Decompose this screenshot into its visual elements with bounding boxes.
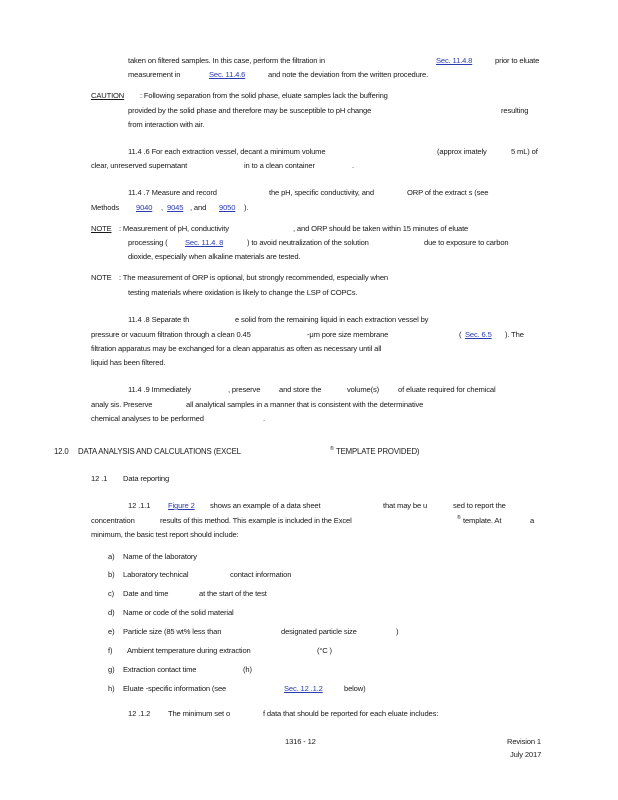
section-link[interactable]: Sec. 11.4.6	[209, 70, 246, 79]
list-item: Name or code of the solid material	[123, 608, 234, 617]
text-line: of eluate required for chemical	[398, 385, 496, 394]
text-line: 11.4 .8 Separate th	[128, 315, 190, 324]
list-item: Particle size (85 wt% less than	[123, 627, 222, 636]
text-line: , preserve	[228, 385, 261, 394]
text-line: dioxide, especially when alkaline materials are tested.	[128, 252, 301, 261]
list-item: Eluate -specific information (see	[123, 684, 227, 693]
text-line: ,	[161, 203, 163, 212]
section-number: 12.0	[54, 447, 69, 456]
text-line: liquid has been filtered.	[91, 358, 166, 367]
revision-date: July 2017	[510, 750, 542, 759]
subsection-number: 12 .1	[91, 474, 108, 483]
method-link-9040[interactable]: 9040	[136, 203, 153, 212]
text-line: ) to avoid neutralization of the solution	[247, 238, 369, 247]
registered-mark: ®	[457, 515, 461, 521]
page-number: 1316 - 12	[285, 737, 316, 746]
list-item: Laboratory technical	[123, 570, 189, 579]
text-line: chemical analyses to be performed	[91, 414, 204, 423]
text-line: results of this method. This example is included in the Excel	[160, 516, 352, 525]
text-line: .	[263, 414, 265, 423]
text-line: Methods	[91, 203, 120, 212]
text-line: analy sis. Preserve	[91, 400, 153, 409]
method-link-9050[interactable]: 9050	[219, 203, 236, 212]
text-line: 5 mL) of	[511, 147, 538, 156]
text-line: e solid from the remaining liquid in each extraction vessel by	[235, 315, 429, 324]
text-line: , and ORP should be taken within 15 minutes of eluate	[293, 224, 469, 233]
text-line: sed to report the	[453, 501, 506, 510]
figure-link[interactable]: Figure 2	[168, 501, 195, 510]
section-link[interactable]: Sec. 12 .1.2	[284, 684, 323, 693]
text-line: 11.4 .9 Immediately	[128, 385, 191, 394]
text-line: The minimum set o	[168, 709, 231, 718]
text-line: due to exposure to carbon	[424, 238, 509, 247]
text-line: measurement in	[128, 70, 181, 79]
list-marker: g)	[108, 665, 115, 674]
list-marker: b)	[108, 570, 115, 579]
text-line: testing materials where oxidation is likely to change the LSP of COPCs.	[128, 288, 358, 297]
list-item: contact information	[230, 570, 292, 579]
revision-label: Revision 1	[507, 737, 541, 746]
text-line: shows an example of a data sheet	[210, 501, 321, 510]
list-item: Name of the laboratory	[123, 552, 197, 561]
registered-mark: ®	[330, 446, 334, 452]
text-line: ).	[244, 203, 249, 212]
section-link[interactable]: Sec. 11.4.8	[436, 56, 473, 65]
list-marker: f)	[108, 646, 113, 655]
list-item: (°C )	[317, 646, 332, 655]
list-item: below)	[344, 684, 366, 693]
text-line: : Following separation from the solid phase, eluate samples lack the buffering	[140, 91, 388, 100]
text-line: : Measurement of pH, conductivity	[119, 224, 229, 233]
text-line: pressure or vacuum filtration through a clean 0.45	[91, 330, 251, 339]
text-line: f data that should be reported for each eluate includes:	[263, 709, 439, 718]
section-title: DATA ANALYSIS AND CALCULATIONS (EXCEL	[78, 447, 241, 456]
text-line: 12 .1.2	[128, 709, 151, 718]
text-line: 11.4 .6 For each extraction vessel, decant a minimum volume	[128, 147, 326, 156]
section-link[interactable]: Sec. 6.5	[465, 330, 492, 339]
text-line: .	[352, 161, 354, 170]
text-line: ORP of the extract s (see	[407, 188, 489, 197]
section-title-cont: TEMPLATE PROVIDED)	[336, 447, 420, 456]
list-item: Date and time	[123, 589, 169, 598]
text-line: : The measurement of ORP is optional, but strongly recommended, especially when	[119, 273, 388, 282]
text-line: taken on filtered samples. In this case, perform the filtration in	[128, 56, 325, 65]
list-marker: d)	[108, 608, 115, 617]
text-line: processing (	[128, 238, 168, 247]
list-marker: h)	[108, 684, 115, 693]
text-line: prior to eluate	[495, 56, 540, 65]
list-item: designated particle size	[281, 627, 357, 636]
list-item: at the start of the test	[199, 589, 267, 598]
text-line: and note the deviation from the written procedure.	[268, 70, 429, 79]
list-item: Ambient temperature during extraction	[127, 646, 251, 655]
text-line: that may be u	[383, 501, 428, 510]
text-line: and store the	[279, 385, 322, 394]
text-line: template. At	[463, 516, 502, 525]
text-line: (	[459, 330, 462, 339]
text-line: ). The	[505, 330, 524, 339]
section-link[interactable]: Sec. 11.4. 8	[185, 238, 224, 247]
text-line: clear, unreserved supernatant	[91, 161, 188, 170]
text-line: 11.4 .7 Measure and record	[128, 188, 217, 197]
text-line: , and	[190, 203, 207, 212]
note-label: NOTE	[91, 273, 112, 282]
text-line: -μm pore size membrane	[307, 330, 389, 339]
list-item: )	[396, 627, 399, 636]
text-line: resulting	[501, 106, 529, 115]
list-item: (h)	[243, 665, 252, 674]
text-line: minimum, the basic test report should include:	[91, 530, 239, 539]
text-line: provided by the solid phase and therefore may be susceptible to pH change	[128, 106, 372, 115]
list-marker: a)	[108, 552, 115, 561]
subsection-title: Data reporting	[123, 474, 170, 483]
text-line: a	[530, 516, 535, 525]
text-line: in to a clean container	[244, 161, 315, 170]
text-line: 12 .1.1	[128, 501, 151, 510]
caution-label: CAUTION	[91, 91, 125, 100]
text-line: concentration	[91, 516, 135, 525]
list-marker: c)	[108, 589, 115, 598]
text-line: from interaction with air.	[128, 120, 205, 129]
note-label: NOTE	[91, 224, 112, 233]
method-link-9045[interactable]: 9045	[167, 203, 184, 212]
text-line: volume(s)	[347, 385, 379, 394]
list-item: Extraction contact time	[123, 665, 197, 674]
text-line: filtration apparatus may be exchanged for a clean apparatus as often as necessary until all	[91, 344, 382, 353]
text-line: all analytical samples in a manner that is consistent with the determinative	[186, 400, 424, 409]
text-line: the pH, specific conductivity, and	[269, 188, 374, 197]
list-marker: e)	[108, 627, 115, 636]
text-line: (approx imately	[437, 147, 487, 156]
